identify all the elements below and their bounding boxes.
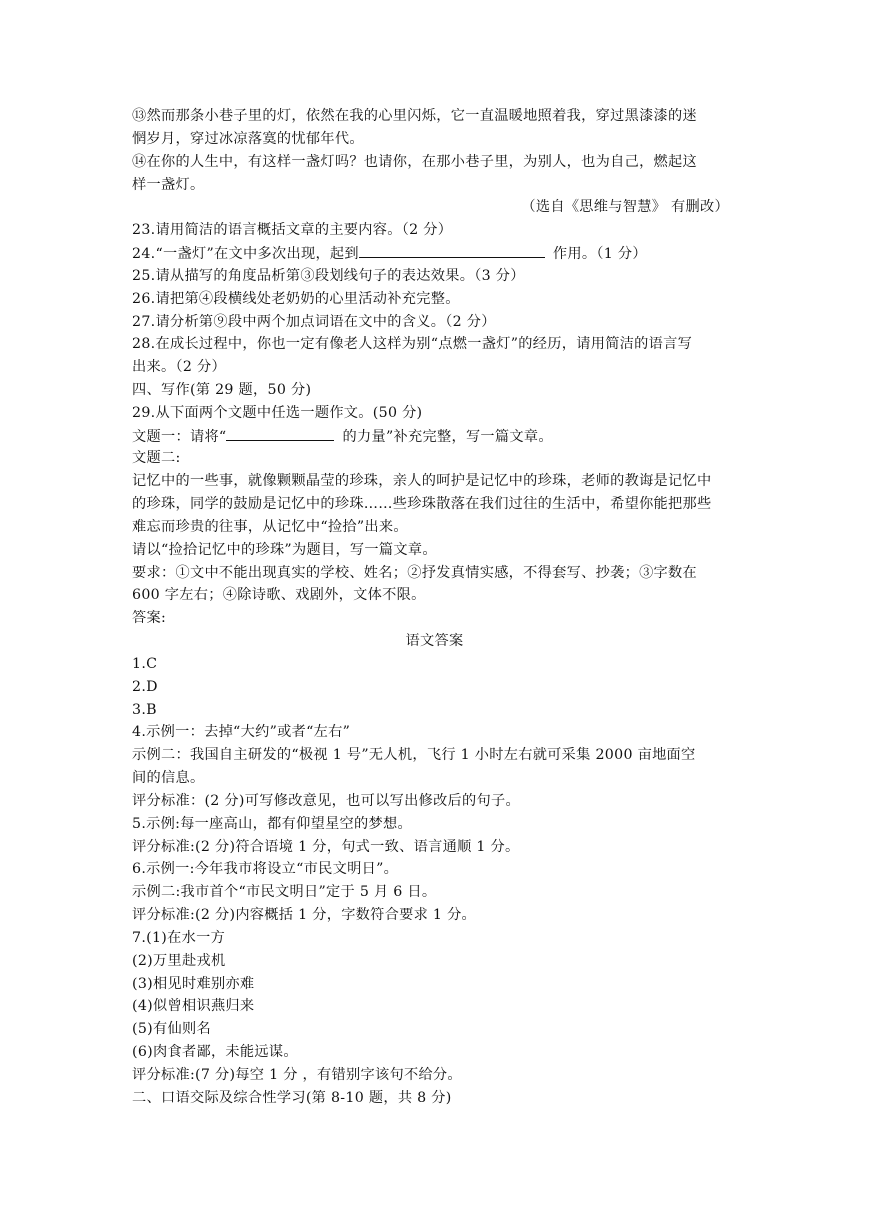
question-27: 27.请分析第⑨段中两个加点词语在文中的含义。（2 分）	[132, 314, 496, 330]
answer-7-scoring: 评分标准:(7 分)每空 1 分 ，有错别字该句不给分。	[132, 1067, 462, 1083]
paragraph-14-line-2: 样一盏灯。	[132, 177, 205, 193]
question-24-prefix: 24.“一盏灯”在文中多次出现，起到	[132, 246, 359, 262]
answer-7-1: 7.(1)在水一方	[132, 930, 226, 946]
topic-2-label: 文题二:	[132, 450, 181, 466]
answer-6: 6.示例一:今年我市将设立“市民文明日”。	[132, 861, 399, 877]
requirements-line-1: 要求：①文中不能出现真实的学校、姓名；②抒发真情实感，不得套写、抄袭；③字数在	[132, 565, 698, 581]
answer-1: 1.C	[132, 656, 158, 672]
answer-5: 5.示例:每一座高山，都有仰望星空的梦想。	[132, 816, 412, 832]
answer-7-4: (4)似曾相识燕归来	[132, 998, 255, 1014]
answer-5-scoring: 评分标准:(2 分)符合语境 1 分，句式一致、语言通顺 1 分。	[132, 839, 520, 855]
question-25: 25.请从描写的角度品析第③段划线句子的表达效果。（3 分）	[132, 268, 525, 284]
answer-7-6: (6)肉食者鄙，未能远谋。	[132, 1044, 298, 1060]
question-24	[132, 243, 647, 264]
topic-1	[132, 426, 553, 447]
answer-6-example-2: 示例二:我市首个“市民文明日”定于 5 月 6 日。	[132, 884, 437, 900]
answer-label: 答案:	[132, 610, 167, 626]
paragraph-14-line-1: ⑭在你的人生中，有这样一盏灯吗？也请你，在那小巷子里，为别人，也为自己，燃起这	[132, 154, 698, 170]
requirements-line-2: 600 字左右；④除诗歌、戏剧外，文体不限。	[132, 587, 426, 603]
topic-blank	[226, 426, 334, 441]
topic-2-line-2: 的珍珠，同学的鼓励是记忆中的珍珠……些珍珠散落在我们过往的生活中，希望你能把那些	[132, 496, 712, 512]
question-28-line-2: 出来。（2 分）	[132, 359, 226, 375]
topic-2-line-4: 请以“捡拾记忆中的珍珠”为题目，写一篇文章。	[132, 542, 437, 558]
question-26: 26.请把第④段横线处老奶奶的心里活动补充完整。	[132, 291, 460, 307]
paragraph-13-line-2: 惘岁月，穿过冰凉落寞的忧郁年代。	[132, 131, 364, 147]
section-2-heading: 二、口语交际及综合性学习(第 8-10 题，共 8 分)	[132, 1090, 452, 1106]
answer-4-scoring: 评分标准：(2 分)可写修改意见，也可以写出修改后的句子。	[132, 793, 520, 809]
topic-1-prefix: 文题一：请将“	[132, 429, 227, 445]
answers-title: 语文答案	[405, 633, 464, 649]
answer-4-example-2-line-1: 示例二：我国自主研发的“极视 1 号”无人机，飞行 1 小时左右就可采集 2000 亩地面空	[132, 747, 696, 763]
answer-3: 3.B	[132, 702, 157, 718]
topic-2-line-3: 难忘而珍贵的往事，从记忆中“捡拾”出来。	[132, 519, 408, 535]
topic-2-line-1: 记忆中的一些事，就像颗颗晶莹的珍珠，亲人的呵护是记忆中的珍珠，老师的教诲是记忆中	[132, 473, 712, 489]
answer-7-5: (5)有仙则名	[132, 1021, 211, 1037]
topic-1-suffix: 的力量”补充完整，写一篇文章。	[342, 429, 553, 445]
answer-7-2: (2)万里赴戎机	[132, 953, 226, 969]
answer-blank	[359, 243, 545, 258]
answer-7-3: (3)相见时难别亦难	[132, 976, 255, 992]
question-23: 23.请用简洁的语言概括文章的主要内容。（2 分）	[132, 222, 453, 238]
answer-4: 4.示例一：去掉“大约”或者“左右”	[132, 724, 351, 740]
answer-4-example-2-line-2: 间的信息。	[132, 770, 205, 786]
question-28-line-1: 28.在成长过程中，你也一定有像老人这样为别“点燃一盏灯”的经历，请用简洁的语言写	[132, 336, 693, 352]
question-29: 29.从下面两个文题中任选一题作文。(50 分)	[132, 405, 423, 421]
section-writing-heading: 四、写作(第 29 题，50 分)	[132, 382, 312, 398]
answer-6-scoring: 评分标准:(2 分)内容概括 1 分，字数符合要求 1 分。	[132, 907, 477, 923]
question-24-suffix: 作用。（1 分）	[552, 246, 647, 262]
source-citation: （选自《思维与智慧》 有删改）	[521, 199, 729, 215]
paragraph-13-line-1: ⑬然而那条小巷子里的灯，依然在我的心里闪烁，它一直温暖地照着我，穿过黑漆漆的迷	[132, 108, 698, 124]
answer-2: 2.D	[132, 679, 158, 695]
